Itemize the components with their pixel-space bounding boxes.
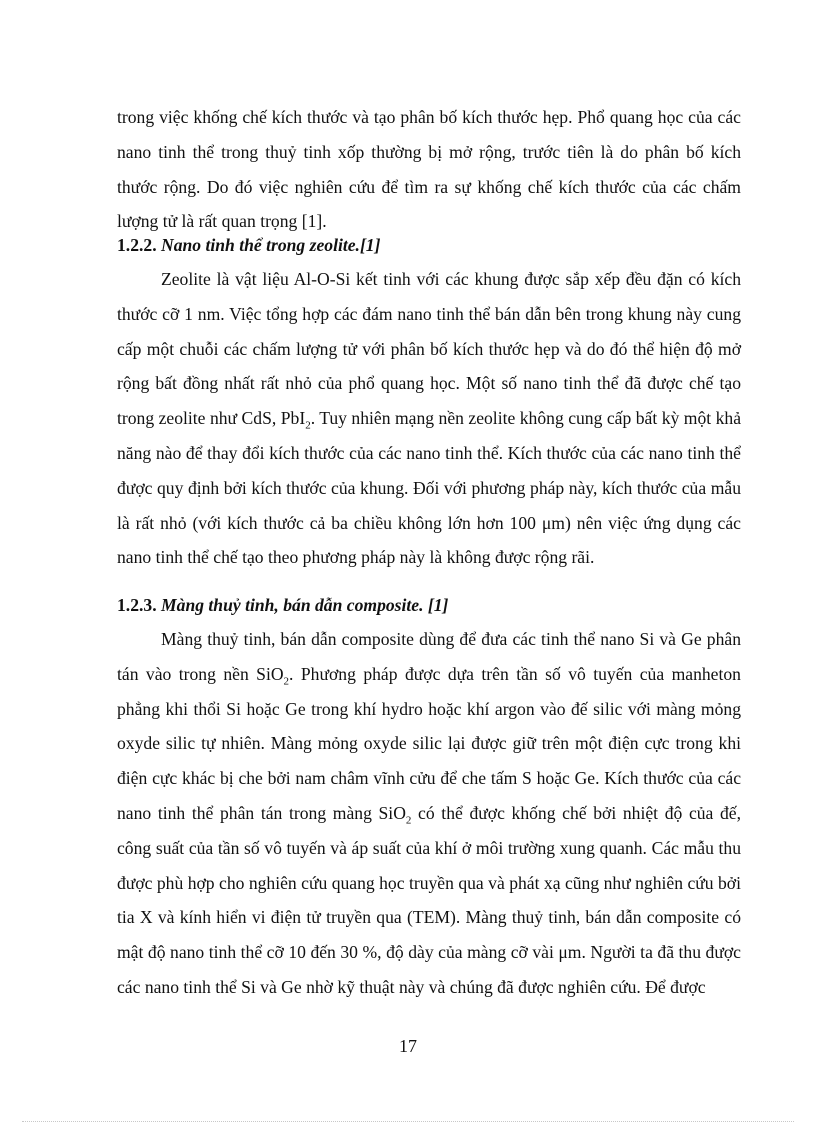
paragraph-text [117,622,741,1005]
page-border-divider [22,1121,794,1122]
section-heading-1-2-2 [117,228,741,263]
text-run: Zeolite là vật liệu Al-O-Si kết tinh với các khung được sắp xếp đều đặn có kích thước cỡ 1 nm. Việc tổng hợp các đám nano tinh thể bán dẫn bên trong khung này cung cấp một chuỗi các chấm lượng tử với phân bố kích thước hẹp và do đó thể hiện độ mở rộng bất đồng nhất rất nhỏ của phổ quang học. Một số nano tinh thể đã được chế tạo trong zeolite như CdS, PbI [117,269,741,429]
section-number: 1.2.3. [117,595,157,615]
section-title: Nano tinh thể trong zeolite.[1] [161,235,381,255]
subscript: 2 [283,675,290,688]
text-run: . Tuy nhiên mạng nền zeolite không cung cấp bất kỳ một khả năng nào để thay đổi kích thước của các nano tinh thể. Kích thước của các nano tinh thể được quy định bởi kích thước của khung. Đối với phương pháp này, kích thước của mẫu là rất nhỏ (với kích thước cả ba chiều không lớn hơn 100 μm) nên việc ứng dụng các nano tinh thể chế tạo theo phương pháp này là không được rộng rãi. [117,408,742,568]
text-run: có thể được khống chế bởi nhiệt độ của đế, công suất của tần số vô tuyến và áp suất của khí ở môi trường xung quanh. Các mẫu thu được phù hợp cho nghiên cứu quang học truyền qua và phát xạ cũng như nghiên cứu bởi tia X và kính hiển vi điện tử truyền qua (TEM). Màng thuỷ tinh, bán dẫn composite có mật độ nano tinh thể cỡ 10 đến 30 %, độ dày của màng cỡ vài μm. Người ta đã thu được các nano tinh thể Si và Ge nhờ kỹ thuật này và chúng đã được nghiên cứu. Để được [117,802,742,997]
paragraph-continuation [117,100,741,239]
section-number: 1.2.2. [117,235,157,255]
paragraph-text [117,262,741,575]
section-title: Màng thuỷ tinh, bán dẫn composite. [1] [161,595,449,615]
paragraph-text: trong việc khống chế kích thước và tạo phân bố kích thước hẹp. Phổ quang học của các nano tinh thể trong thuỷ tinh xốp thường bị mở rộng, trước tiên là do phân bố kích thước rộng. Do đó việc nghiên cứu để tìm ra sự khống chế kích thước của các chấm lượng tử là rất quan trọng [1]. [117,107,741,232]
section-1-2-2-body [117,262,741,575]
section-heading-1-2-3 [117,588,741,623]
text-run: Màng thuỷ tinh, bán dẫn composite dùng để đưa các tinh thể nano Si và Ge phân tán vào trong nền SiO [117,629,741,684]
page-number: 17 [399,1036,417,1056]
text-run: . Phương pháp được dựa trên tần số vô tuyến của manheton phẳng khi thổi Si hoặc Ge trong khí hydro hoặc khí argon vào đế silic với màng mỏng oxyde silic tự nhiên. Màng mỏng oxyde silic lại được giữ trên một điện cực trong khi điện cực khác bị che bởi nam châm vĩnh cửu để che tấm S hoặc Ge. Kích thước của các nano tinh thể phân tán trong màng SiO [117,663,741,823]
section-1-2-3-body [117,622,741,1005]
subscript: 2 [405,814,412,827]
subscript: 2 [305,419,311,432]
